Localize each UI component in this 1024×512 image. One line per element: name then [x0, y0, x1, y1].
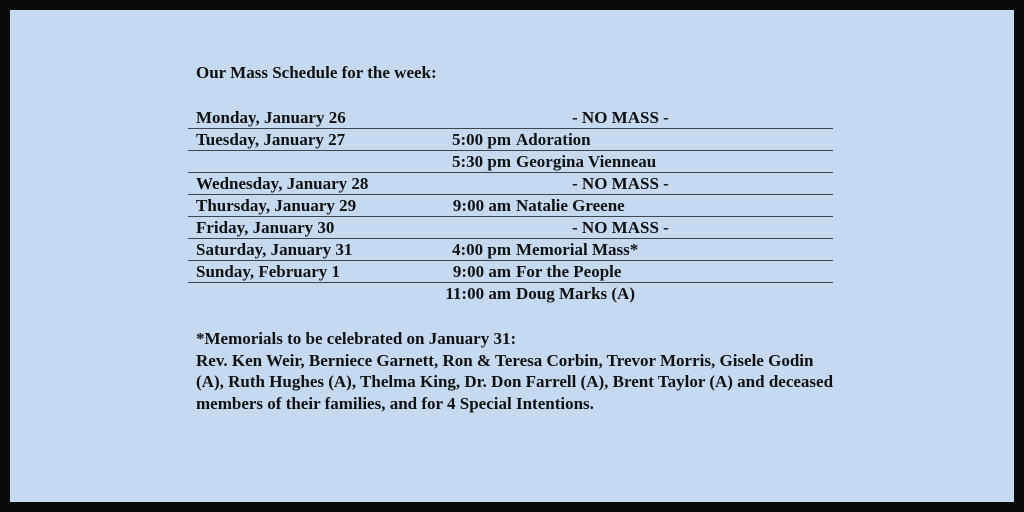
mass-time: 5:00 pm	[451, 130, 511, 149]
schedule-row	[188, 151, 833, 173]
mass-time: 9:00 am	[452, 196, 511, 215]
no-mass-note: - NO MASS -	[572, 174, 669, 193]
mass-time: 5:30 pm	[451, 152, 511, 171]
mass-intention: Georgina Vienneau	[516, 152, 657, 171]
schedule-row	[188, 283, 833, 305]
page-title: Our Mass Schedule for the week:	[196, 63, 437, 82]
mass-intention: Memorial Mass*	[516, 240, 639, 259]
mass-intention: For the People	[516, 262, 622, 281]
memorials-note	[196, 328, 836, 414]
mass-schedule-table	[188, 107, 833, 305]
schedule-row	[188, 195, 833, 217]
day-label: Thursday, January 29	[196, 196, 357, 215]
schedule-row	[188, 261, 833, 283]
day-label: Tuesday, January 27	[196, 130, 346, 149]
day-label: Monday, January 26	[196, 108, 346, 127]
schedule-row	[188, 217, 833, 239]
schedule-row	[188, 107, 833, 129]
no-mass-note: - NO MASS -	[572, 108, 669, 127]
day-label: Saturday, January 31	[196, 240, 353, 259]
mass-time: 11:00 am	[445, 284, 511, 303]
day-label: Sunday, February 1	[196, 262, 341, 281]
mass-intention: Doug Marks (A)	[516, 284, 635, 303]
mass-intention: Natalie Greene	[516, 196, 625, 215]
mass-time: 9:00 am	[452, 262, 511, 281]
schedule-row	[188, 129, 833, 151]
day-label: Wednesday, January 28	[196, 174, 369, 193]
schedule-row	[188, 173, 833, 195]
mass-intention: Adoration	[516, 130, 591, 149]
day-label: Friday, January 30	[196, 218, 335, 237]
no-mass-note: - NO MASS -	[572, 218, 669, 237]
schedule-row	[188, 239, 833, 261]
mass-time: 4:00 pm	[451, 240, 511, 259]
memorials-heading: *Memorials to be celebrated on January 31:	[196, 329, 517, 348]
memorials-body: Rev. Ken Weir, Berniece Garnett, Ron & Teresa Corbin, Trevor Morris, Gisele Godin (A), Ruth Hughes (A), Thelma King, Dr. Don Farrell (A), Brent Taylor (A) and deceased members of their families, and for 4 Special Intentions.	[196, 350, 834, 413]
